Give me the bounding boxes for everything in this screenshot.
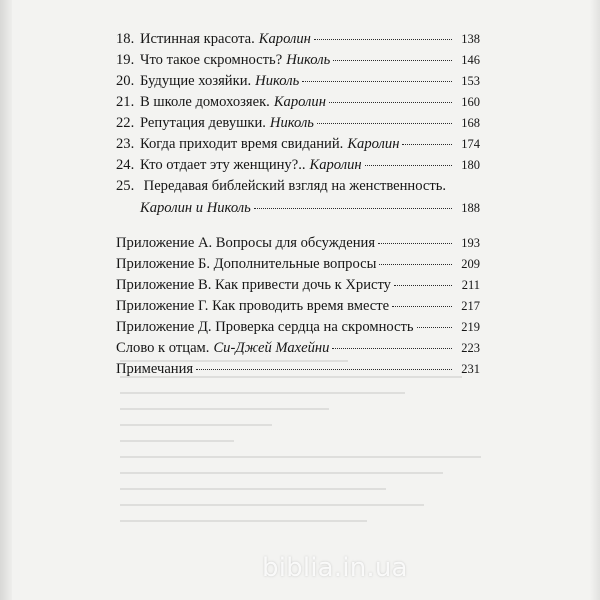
chapter-number: 23.: [116, 136, 135, 152]
toc-entry-21[interactable]: [116, 94, 480, 111]
chapter-title: В школе домохозяек.: [140, 94, 270, 110]
toc-appendix-a[interactable]: [116, 235, 480, 252]
dot-leader: [314, 39, 452, 40]
chapter-number: 18.: [116, 31, 135, 47]
toc-appendix-b[interactable]: [116, 256, 480, 273]
page-number: 217: [461, 299, 480, 313]
appendix-title: Слово к отцам.: [116, 340, 210, 356]
dot-leader: [394, 285, 452, 286]
toc-entry-20[interactable]: [116, 73, 480, 90]
dot-leader: [302, 81, 452, 82]
dot-leader: [402, 144, 452, 145]
dot-leader: [392, 306, 452, 307]
chapter-title: Кто отдает эту женщину?..: [140, 157, 306, 173]
toc-word-to-fathers[interactable]: [116, 340, 480, 357]
toc-entry-18[interactable]: [116, 31, 480, 48]
toc-entry-23[interactable]: [116, 136, 480, 153]
chapter-number: 25.: [116, 178, 135, 194]
chapter-number: 19.: [116, 52, 135, 68]
appendix-title: Приложение Б. Дополнительные вопросы: [116, 256, 377, 272]
page-number: 168: [461, 116, 480, 130]
chapter-number: 21.: [116, 94, 135, 110]
toc-entry-25-line1[interactable]: [116, 178, 446, 195]
appendix-title: Примечания: [116, 361, 194, 377]
toc-entry-19[interactable]: [116, 52, 480, 69]
dot-leader: [329, 102, 452, 103]
appendix-author: Си-Джей Махейни: [213, 340, 330, 356]
page-number: 223: [461, 341, 480, 355]
page-number: 138: [461, 32, 480, 46]
chapter-author: Николь: [286, 52, 331, 68]
chapter-title: Когда приходит время свиданий.: [140, 136, 344, 152]
dot-leader: [365, 165, 452, 166]
appendix-title: Приложение Г. Как проводить время вместе: [116, 298, 390, 314]
page-number: 153: [461, 74, 480, 88]
appendix-title: Приложение А. Вопросы для обсуждения: [116, 235, 376, 251]
toc-appendix-d[interactable]: [116, 319, 480, 336]
dot-leader: [317, 123, 452, 124]
appendix-title: Приложение Д. Проверка сердца на скромность: [116, 319, 414, 335]
page-number: 193: [461, 236, 480, 250]
dot-leader: [333, 60, 452, 61]
page-number: 188: [461, 201, 480, 215]
dot-leader: [254, 208, 452, 209]
chapter-author: Каролин: [273, 94, 326, 110]
page-number: 209: [461, 257, 480, 271]
page-number: 219: [461, 320, 480, 334]
toc-entry-24[interactable]: [116, 157, 480, 174]
chapter-number: 24.: [116, 157, 135, 173]
chapter-author: Каролин: [258, 31, 311, 47]
toc-entry-25[interactable]: [140, 200, 480, 217]
chapter-author: Каролин: [309, 157, 362, 173]
page-number: 174: [461, 137, 480, 151]
toc-appendix-v[interactable]: [116, 277, 480, 294]
chapter-number: 22.: [116, 115, 135, 131]
page-number: 231: [461, 362, 480, 376]
watermark-text: biblia.in.ua: [262, 553, 408, 583]
page-number: 146: [461, 53, 480, 67]
chapter-author: Каролин: [347, 136, 400, 152]
chapter-author: Каролин и Николь: [140, 200, 251, 216]
page-number: 211: [461, 278, 480, 292]
dot-leader: [332, 348, 452, 349]
dot-leader: [378, 243, 452, 244]
chapter-title: Репутация девушки.: [140, 115, 266, 131]
dot-leader: [379, 264, 452, 265]
dot-leader: [196, 369, 452, 370]
page-number: 160: [461, 95, 480, 109]
chapter-title: Передавая библейский взгляд на женственность.: [143, 178, 447, 194]
chapter-title: Будущие хозяйки.: [140, 73, 252, 89]
chapter-title: Истинная красота.: [140, 31, 255, 47]
dot-leader: [417, 327, 452, 328]
toc-appendix-g[interactable]: [116, 298, 480, 315]
page-number: 180: [461, 158, 480, 172]
appendix-title: Приложение В. Как привести дочь к Христу: [116, 277, 391, 293]
toc-entry-22[interactable]: [116, 115, 480, 132]
chapter-author: Николь: [255, 73, 300, 89]
chapter-author: Николь: [269, 115, 314, 131]
chapter-number: 20.: [116, 73, 135, 89]
chapter-title: Что такое скромность?: [140, 52, 283, 68]
toc-notes[interactable]: [116, 361, 480, 378]
